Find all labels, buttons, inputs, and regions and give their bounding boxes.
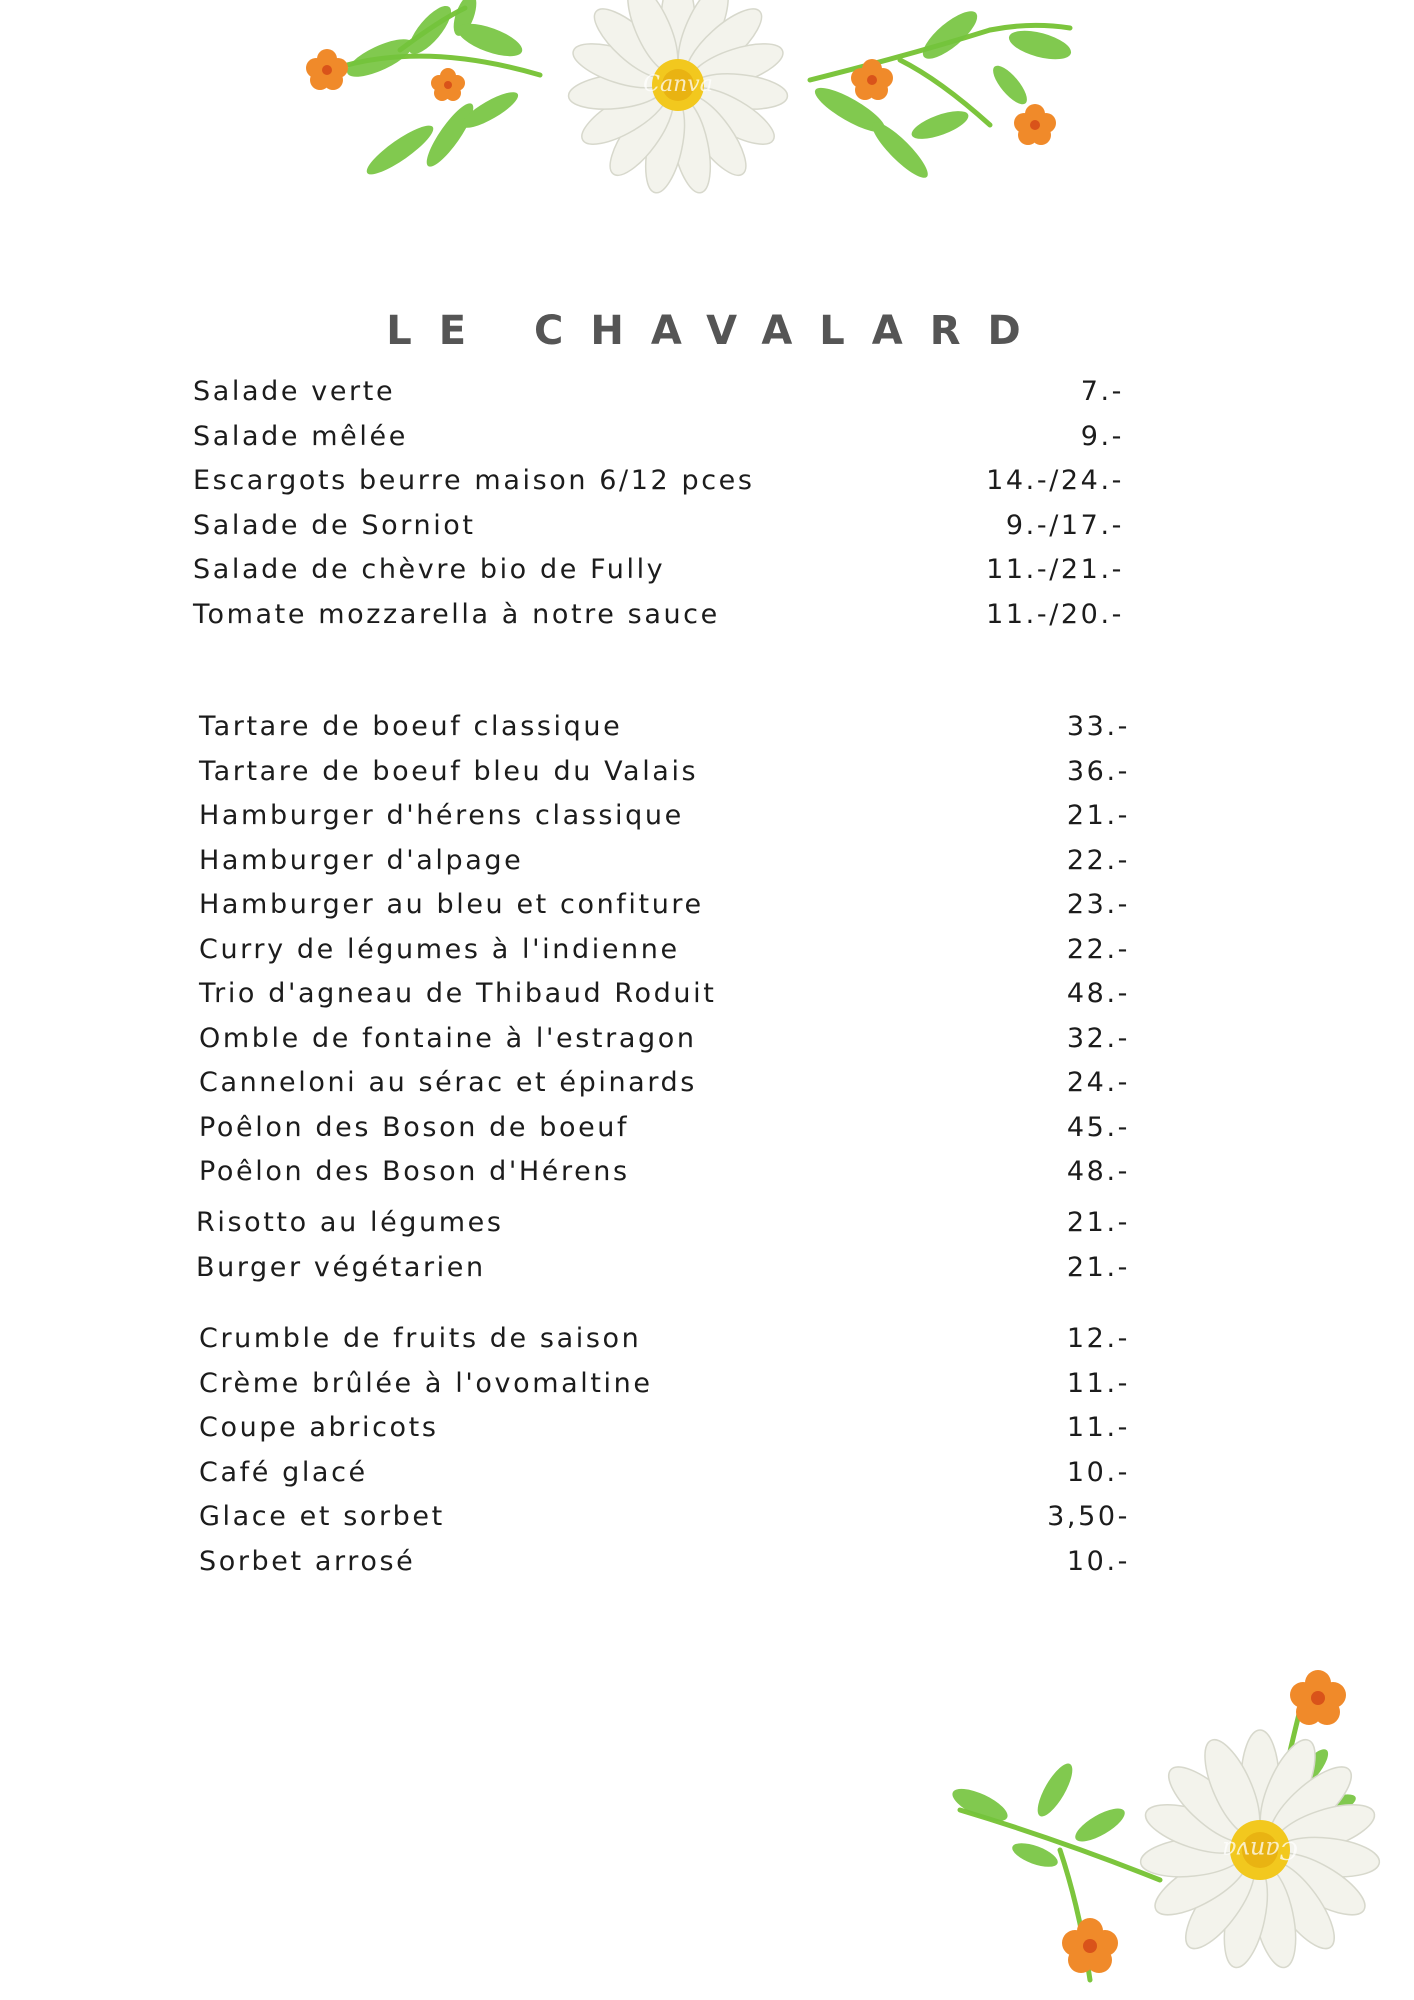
menu-item-name: Salade verte: [193, 376, 396, 407]
menu-item-price: 21.-: [1066, 1207, 1130, 1238]
floral-header-decoration: [290, 0, 1110, 220]
menu-item-name: Poêlon des Boson d'Hérens: [199, 1156, 630, 1187]
menu-item-name: Crème brûlée à l'ovomaltine: [199, 1367, 653, 1399]
menu-item-name: Trio d'agneau de Thibaud Roduit: [199, 978, 717, 1009]
menu-item: [199, 1108, 1130, 1148]
menu-item: [199, 796, 1130, 836]
menu-item-name: Coupe abricots: [199, 1412, 439, 1443]
menu-item: [199, 1497, 1130, 1537]
menu-item: [199, 1364, 1130, 1404]
menu-item-name: Escargots beurre maison 6/12 pces: [193, 465, 755, 496]
menu-item-price: 22.-: [1066, 844, 1130, 876]
menu-item: [199, 1152, 1130, 1192]
menu-item-name: Omble de fontaine à l'estragon: [199, 1022, 697, 1054]
menu-item: [193, 461, 1124, 501]
watermark: Canva: [1222, 1836, 1298, 1864]
menu-item: [199, 1319, 1130, 1359]
menu-item-price: 45.-: [1066, 1111, 1130, 1143]
daisy-icon: [567, 0, 789, 196]
menu-item-price: 3,50-: [1047, 1501, 1130, 1532]
menu-item-name: Hamburger au bleu et confiture: [199, 889, 704, 920]
menu-item: [199, 1019, 1130, 1059]
menu-item-price: 10.-: [1066, 1456, 1130, 1488]
menu-item-name: Poêlon des Boson de boeuf: [199, 1111, 630, 1143]
menu-item-name: Tomate mozzarella à notre sauce: [193, 598, 720, 630]
menu-item-price: 21.-: [1066, 1251, 1130, 1283]
menu-item: [199, 841, 1130, 881]
menu-item-price: 12.-: [1066, 1323, 1130, 1354]
leaf-icon: [342, 0, 526, 181]
menu-item: [199, 1063, 1130, 1103]
menu-item-price: 48.-: [1066, 1156, 1130, 1187]
menu-item-name: Tartare de boeuf classique: [199, 711, 623, 742]
menu-item-price: 11.-/21.-: [986, 554, 1124, 585]
menu-item-name: Salade mêlée: [193, 420, 408, 452]
menu-item: [199, 974, 1130, 1014]
menu-item-price: 32.-: [1066, 1022, 1130, 1054]
menu-item: [196, 1248, 1130, 1288]
menu-item-price: 11.-/20.-: [986, 598, 1124, 630]
menu-item-price: 23.-: [1066, 889, 1130, 920]
menu-item-price: 24.-: [1066, 1067, 1130, 1098]
menu-item-price: 33.-: [1066, 711, 1130, 742]
leaf-icon: [810, 4, 1074, 184]
menu-item-name: Crumble de fruits de saison: [199, 1323, 642, 1354]
menu-item-price: 10.-: [1066, 1545, 1130, 1577]
menu-item-price: 7.-: [1080, 376, 1124, 407]
menu-item-name: Burger végétarien: [196, 1251, 486, 1283]
restaurant-title: LE CHAVALARD: [386, 308, 1048, 354]
menu-item: [199, 752, 1130, 792]
menu-item-name: Hamburger d'hérens classique: [199, 800, 684, 831]
menu-item-name: Café glacé: [199, 1456, 368, 1488]
menu-item: [193, 417, 1124, 457]
menu-item-price: 9.-: [1080, 420, 1124, 452]
menu-item: [199, 707, 1130, 747]
menu-item-price: 11.-: [1066, 1412, 1130, 1443]
menu-item: [193, 595, 1124, 635]
menu-item: [193, 506, 1124, 546]
daisy-icon: [1139, 1730, 1382, 1971]
menu-item: [199, 885, 1130, 925]
menu-item-name: Risotto au légumes: [196, 1207, 504, 1238]
menu-item: [199, 1408, 1130, 1448]
menu-item: [199, 1453, 1130, 1493]
menu-item: [193, 550, 1124, 590]
menu-item-name: Canneloni au sérac et épinards: [199, 1067, 697, 1098]
menu-item: [196, 1203, 1130, 1243]
menu-item-price: 9.-/17.-: [1005, 509, 1124, 541]
menu-item-price: 21.-: [1066, 800, 1130, 831]
menu-item-name: Sorbet arrosé: [199, 1545, 416, 1577]
floral-footer-decoration: [940, 1650, 1414, 2000]
watermark: Canva: [643, 72, 713, 97]
menu-item-name: Tartare de boeuf bleu du Valais: [199, 755, 699, 787]
menu-item-price: 22.-: [1066, 933, 1130, 965]
menu-item-price: 36.-: [1066, 755, 1130, 787]
menu-item-price: 14.-/24.-: [986, 465, 1124, 496]
menu-item-name: Salade de Sorniot: [193, 509, 476, 541]
menu-item-name: Hamburger d'alpage: [199, 844, 524, 876]
menu-item-price: 11.-: [1066, 1367, 1130, 1399]
menu-item-price: 48.-: [1066, 978, 1130, 1009]
menu-item-name: Salade de chèvre bio de Fully: [193, 554, 666, 585]
menu-item: [199, 930, 1130, 970]
menu-item-name: Curry de légumes à l'indienne: [199, 933, 680, 965]
menu-item: [193, 372, 1124, 412]
menu-item-name: Glace et sorbet: [199, 1501, 445, 1532]
menu-item: [199, 1542, 1130, 1582]
